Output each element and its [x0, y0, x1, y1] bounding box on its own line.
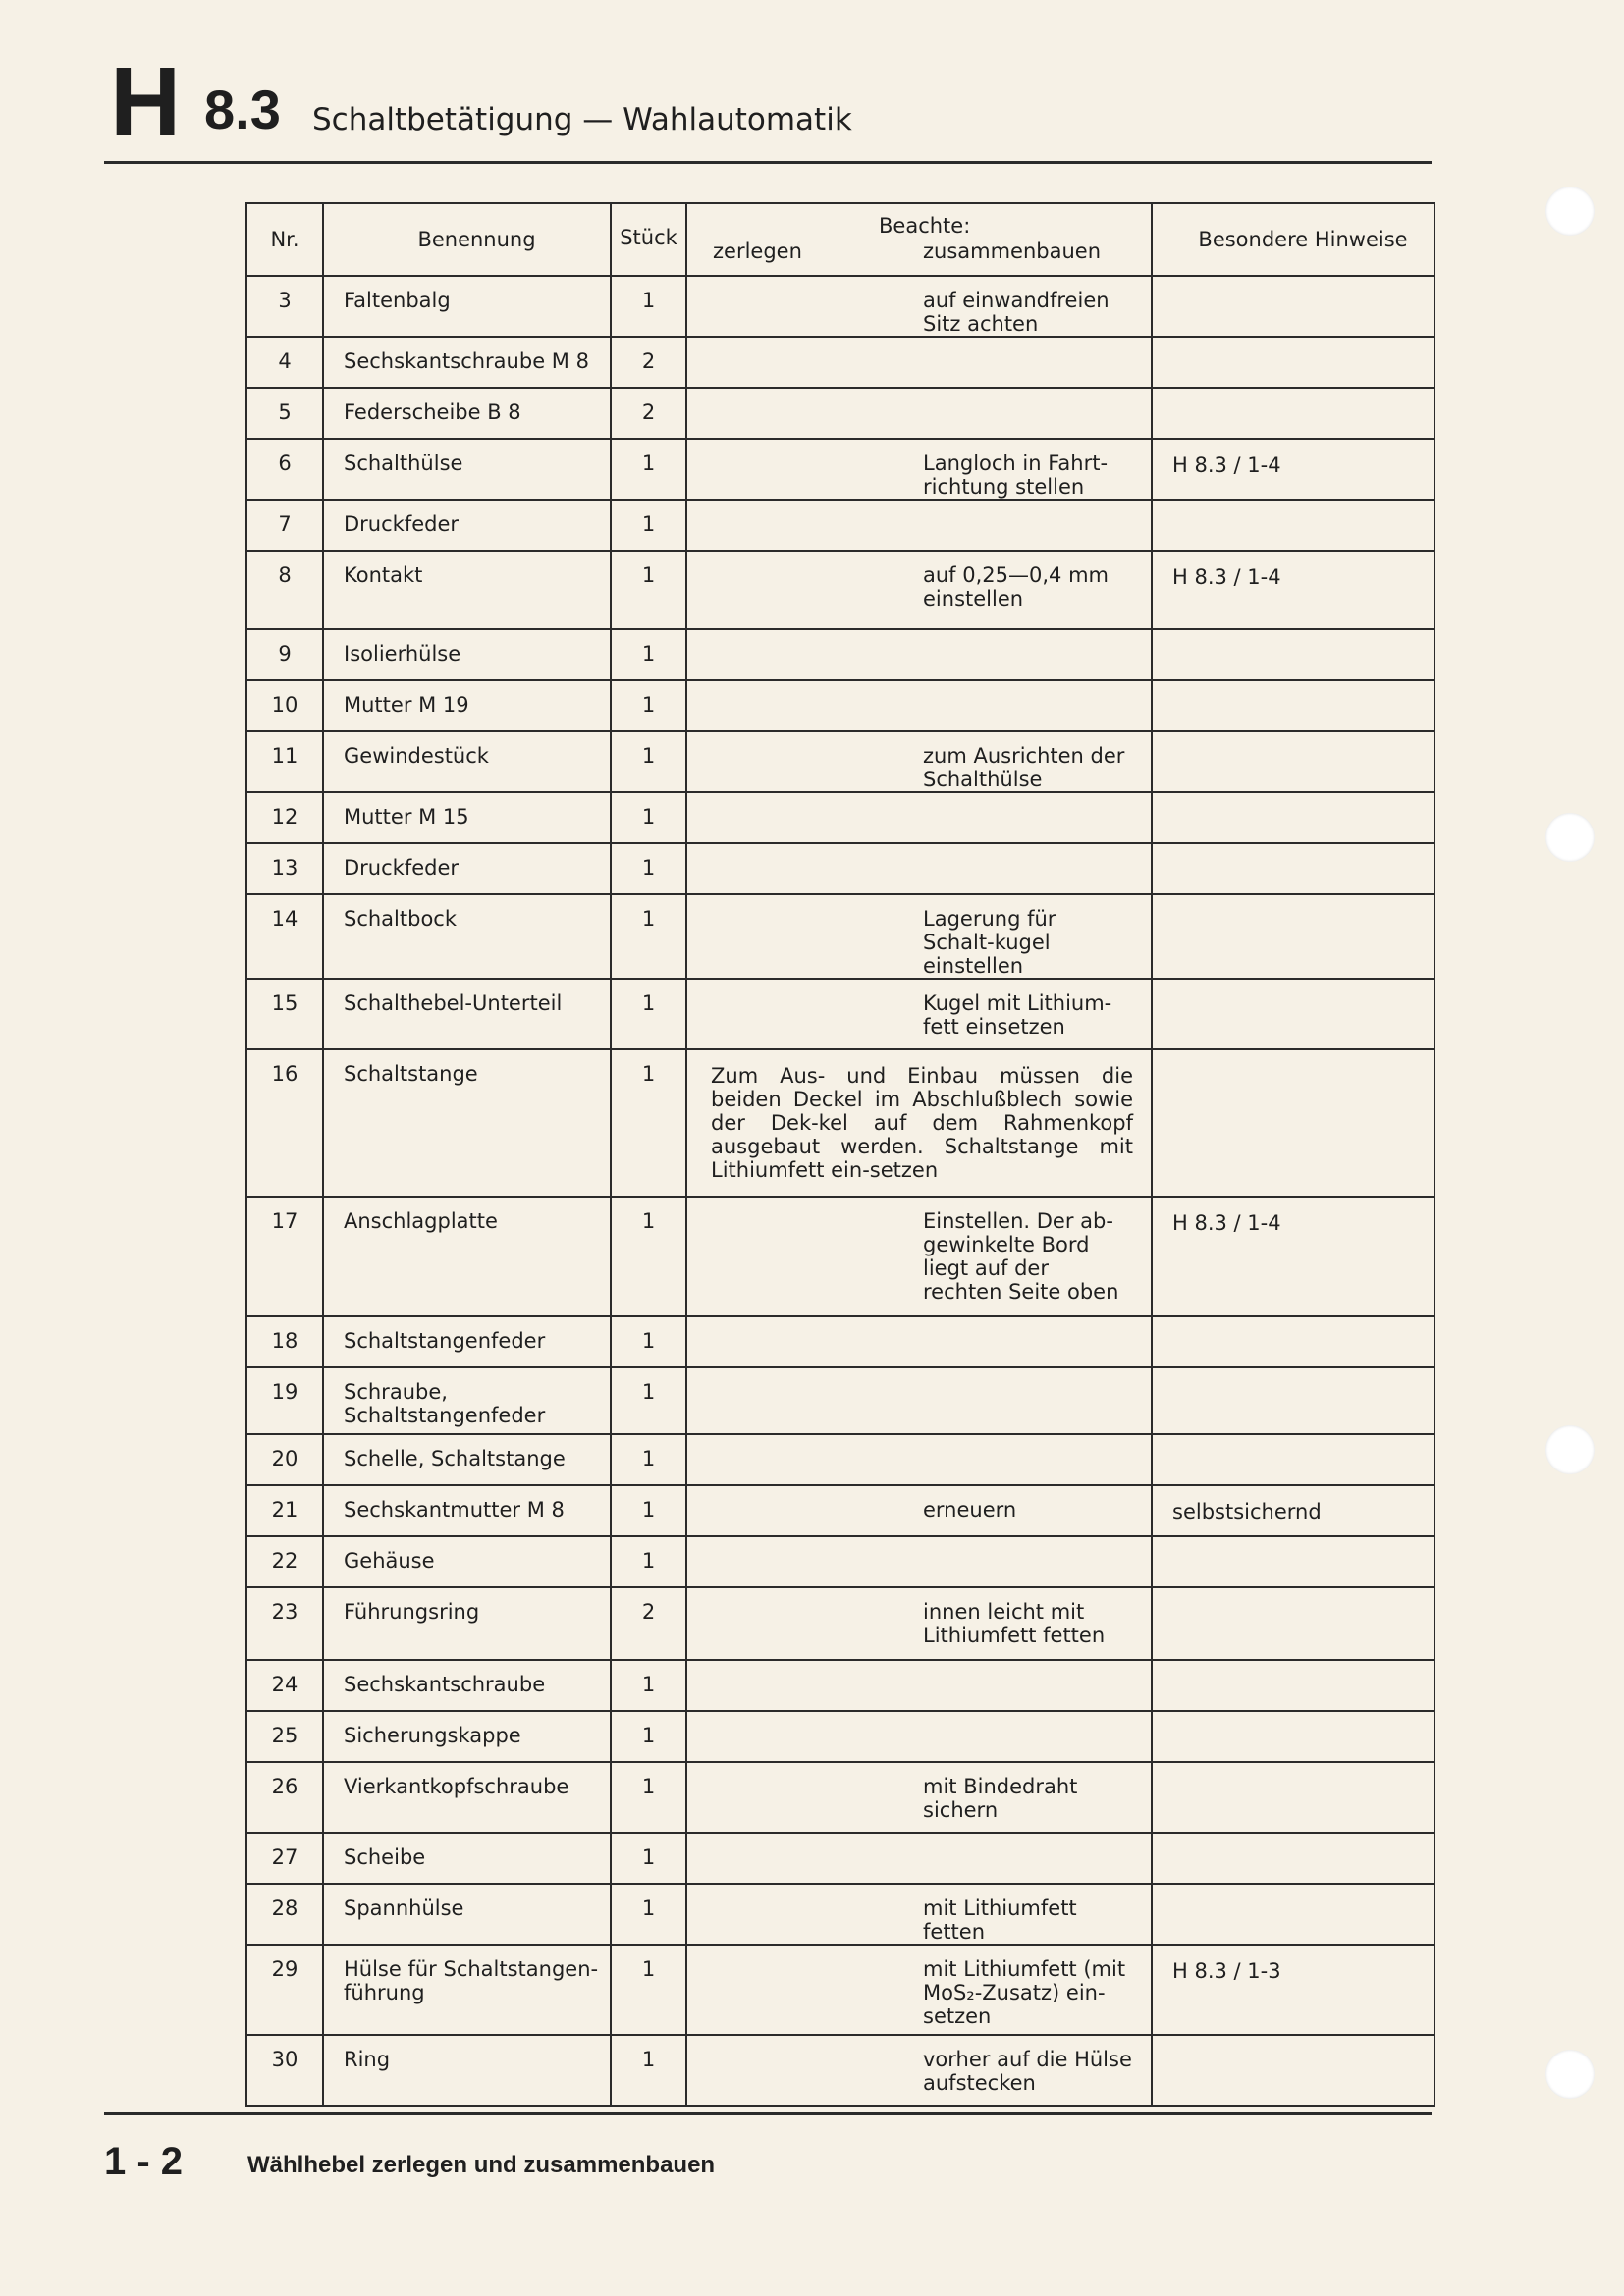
part-note: erneuern [686, 1485, 1152, 1536]
part-note: mit Bindedraht sichern [686, 1762, 1152, 1833]
table-row [246, 551, 1435, 629]
part-hint [1152, 337, 1435, 388]
part-number: 4 [246, 337, 323, 388]
table-row [246, 1434, 1435, 1485]
part-quantity: 1 [611, 1316, 686, 1367]
part-note [686, 1536, 1152, 1587]
part-note: auf einwandfreien Sitz achten [686, 276, 1152, 337]
table-header-row [246, 203, 1435, 276]
part-quantity: 1 [611, 1367, 686, 1434]
table-row [246, 276, 1435, 337]
part-quantity: 1 [611, 439, 686, 500]
part-quantity: 1 [611, 1197, 686, 1316]
table-row [246, 731, 1435, 792]
part-name: Mutter M 15 [323, 792, 611, 843]
table-row [246, 1197, 1435, 1316]
part-hint [1152, 843, 1435, 894]
footer-title: Wählhebel zerlegen und zusammenbauen [247, 2152, 716, 2178]
punch-hole [1545, 813, 1595, 862]
part-hint [1152, 1762, 1435, 1833]
part-name: Faltenbalg [323, 276, 611, 337]
zerlegen-label: zerlegen [713, 240, 802, 263]
part-note [686, 388, 1152, 439]
part-number: 29 [246, 1945, 323, 2035]
part-number: 6 [246, 439, 323, 500]
table-row [246, 1833, 1435, 1884]
part-hint: H 8.3 / 1-4 [1152, 439, 1435, 500]
part-note: auf 0,25—0,4 mm einstellen [686, 551, 1152, 629]
part-hint [1152, 1833, 1435, 1884]
part-number: 11 [246, 731, 323, 792]
part-hint [1152, 388, 1435, 439]
part-note: mit Lithiumfett fetten [686, 1884, 1152, 1945]
part-number: 8 [246, 551, 323, 629]
part-note [686, 1660, 1152, 1711]
table-row [246, 1762, 1435, 1833]
punch-hole [1545, 187, 1595, 236]
zusammenbauen-label: zusammenbauen [923, 240, 1102, 263]
table-row [246, 337, 1435, 388]
part-hint [1152, 1711, 1435, 1762]
part-name: Schaltbock [323, 894, 611, 979]
part-quantity: 2 [611, 1587, 686, 1660]
part-name: Sechskantmutter M 8 [323, 1485, 611, 1536]
part-note [686, 680, 1152, 731]
part-quantity: 1 [611, 979, 686, 1049]
part-name: Sechskantschraube M 8 [323, 337, 611, 388]
part-note [686, 500, 1152, 551]
part-quantity: 1 [611, 792, 686, 843]
part-number: 30 [246, 2035, 323, 2106]
part-quantity: 2 [611, 337, 686, 388]
table-row [246, 500, 1435, 551]
part-name: Schalthülse [323, 439, 611, 500]
part-note [686, 1367, 1152, 1434]
punch-hole [1545, 1425, 1595, 1474]
part-quantity: 1 [611, 1049, 686, 1197]
part-hint [1152, 1536, 1435, 1587]
part-hint [1152, 2035, 1435, 2106]
table-row [246, 2035, 1435, 2106]
part-note: zum Ausrichten der Schalthülse [686, 731, 1152, 792]
col-hinweise-header: Besondere Hinweise [1152, 203, 1435, 276]
part-hint: H 8.3 / 1-4 [1152, 551, 1435, 629]
part-note: Zum Aus- und Einbau müssen die beiden Deckel im Abschlußblech sowie der Dek-kel auf dem Rahmenkopf ausgebaut werden. Schaltstange mit Lithiumfett ein-setzen [686, 1049, 1152, 1197]
col-stueck-header: Stück [611, 203, 686, 276]
part-quantity: 1 [611, 1434, 686, 1485]
part-number: 27 [246, 1833, 323, 1884]
table-row [246, 1049, 1435, 1197]
part-name: Schelle, Schaltstange [323, 1434, 611, 1485]
part-hint: H 8.3 / 1-3 [1152, 1945, 1435, 2035]
part-hint [1152, 894, 1435, 979]
page-header [110, 47, 1430, 157]
part-name: Mutter M 19 [323, 680, 611, 731]
part-number: 28 [246, 1884, 323, 1945]
part-number: 10 [246, 680, 323, 731]
part-hint [1152, 792, 1435, 843]
part-number: 25 [246, 1711, 323, 1762]
part-note: Einstellen. Der ab-gewinkelte Bord liegt auf der rechten Seite oben [686, 1197, 1152, 1316]
part-quantity: 1 [611, 680, 686, 731]
part-number: 9 [246, 629, 323, 680]
part-number: 14 [246, 894, 323, 979]
beachte-label: Beachte: [879, 214, 971, 238]
page-title: Schaltbetätigung — Wahlautomatik [312, 102, 852, 137]
part-note [686, 792, 1152, 843]
part-number: 12 [246, 792, 323, 843]
part-note [686, 843, 1152, 894]
part-name: Druckfeder [323, 843, 611, 894]
part-name: Ring [323, 2035, 611, 2106]
table-row [246, 979, 1435, 1049]
part-hint [1152, 629, 1435, 680]
part-number: 3 [246, 276, 323, 337]
col-benennung-header: Benennung [323, 203, 611, 276]
part-quantity: 1 [611, 894, 686, 979]
part-note: Lagerung für Schalt-kugel einstellen [686, 894, 1152, 979]
part-note: mit Lithiumfett (mit MoS₂-Zusatz) ein-setzen [686, 1945, 1152, 2035]
table-row [246, 1711, 1435, 1762]
part-hint [1152, 1049, 1435, 1197]
part-number: 21 [246, 1485, 323, 1536]
table-row [246, 1884, 1435, 1945]
part-quantity: 1 [611, 1945, 686, 2035]
part-number: 5 [246, 388, 323, 439]
part-quantity: 1 [611, 1485, 686, 1536]
part-number: 18 [246, 1316, 323, 1367]
part-number: 17 [246, 1197, 323, 1316]
part-number: 16 [246, 1049, 323, 1197]
table-row [246, 1660, 1435, 1711]
part-quantity: 1 [611, 500, 686, 551]
part-note [686, 1316, 1152, 1367]
part-number: 15 [246, 979, 323, 1049]
part-hint: H 8.3 / 1-4 [1152, 1197, 1435, 1316]
part-note [686, 1434, 1152, 1485]
part-quantity: 1 [611, 1660, 686, 1711]
part-number: 20 [246, 1434, 323, 1485]
table-row [246, 1367, 1435, 1434]
part-name: Isolierhülse [323, 629, 611, 680]
part-name: Kontakt [323, 551, 611, 629]
table-row [246, 1536, 1435, 1587]
part-name: Schalthebel-Unterteil [323, 979, 611, 1049]
table-row [246, 1316, 1435, 1367]
part-quantity: 1 [611, 731, 686, 792]
part-name: Druckfeder [323, 500, 611, 551]
section-letter: H [110, 47, 180, 157]
part-note: Kugel mit Lithium-fett einsetzen [686, 979, 1152, 1049]
part-hint [1152, 731, 1435, 792]
part-name: Schaltstange [323, 1049, 611, 1197]
table-row [246, 1587, 1435, 1660]
part-hint [1152, 1316, 1435, 1367]
part-note: vorher auf die Hülse aufstecken [686, 2035, 1152, 2106]
part-quantity: 1 [611, 843, 686, 894]
part-hint [1152, 1367, 1435, 1434]
part-note: Langloch in Fahrt-richtung stellen [686, 439, 1152, 500]
parts-table [245, 202, 1435, 2107]
table-row [246, 680, 1435, 731]
part-quantity: 2 [611, 388, 686, 439]
part-name: Schaltstangenfeder [323, 1316, 611, 1367]
part-name: Schraube, Schaltstangenfeder [323, 1367, 611, 1434]
part-quantity: 1 [611, 551, 686, 629]
section-number: 8.3 [204, 79, 281, 140]
part-name: Federscheibe B 8 [323, 388, 611, 439]
part-number: 26 [246, 1762, 323, 1833]
part-hint [1152, 276, 1435, 337]
part-number: 23 [246, 1587, 323, 1660]
part-number: 19 [246, 1367, 323, 1434]
footer-rule [104, 2112, 1432, 2115]
part-hint [1152, 979, 1435, 1049]
part-hint [1152, 680, 1435, 731]
part-hint [1152, 500, 1435, 551]
table-row [246, 388, 1435, 439]
part-note [686, 337, 1152, 388]
part-name: Vierkantkopfschraube [323, 1762, 611, 1833]
part-name: Hülse für Schaltstangen-führung [323, 1945, 611, 2035]
part-hint [1152, 1587, 1435, 1660]
part-number: 13 [246, 843, 323, 894]
part-quantity: 1 [611, 629, 686, 680]
part-name: Scheibe [323, 1833, 611, 1884]
part-name: Sechskantschraube [323, 1660, 611, 1711]
part-quantity: 1 [611, 2035, 686, 2106]
part-name: Führungsring [323, 1587, 611, 1660]
header-rule [104, 161, 1432, 164]
col-beachte-header [686, 203, 1152, 276]
part-quantity: 1 [611, 1833, 686, 1884]
part-note [686, 629, 1152, 680]
table-row [246, 894, 1435, 979]
part-quantity: 1 [611, 1536, 686, 1587]
table-row [246, 792, 1435, 843]
table-row [246, 439, 1435, 500]
part-quantity: 1 [611, 1762, 686, 1833]
part-note [686, 1833, 1152, 1884]
part-number: 22 [246, 1536, 323, 1587]
part-hint [1152, 1660, 1435, 1711]
table-row [246, 1945, 1435, 2035]
table-row [246, 629, 1435, 680]
part-name: Anschlagplatte [323, 1197, 611, 1316]
table-row [246, 1485, 1435, 1536]
part-hint [1152, 1434, 1435, 1485]
col-nr-header: Nr. [246, 203, 323, 276]
part-hint: selbstsichernd [1152, 1485, 1435, 1536]
part-hint [1152, 1884, 1435, 1945]
part-name: Gehäuse [323, 1536, 611, 1587]
page-number: 1 - 2 [104, 2140, 184, 2183]
punch-hole [1545, 2050, 1595, 2099]
part-name: Gewindestück [323, 731, 611, 792]
part-quantity: 1 [611, 276, 686, 337]
table-row [246, 843, 1435, 894]
part-number: 7 [246, 500, 323, 551]
part-note: innen leicht mit Lithiumfett fetten [686, 1587, 1152, 1660]
part-quantity: 1 [611, 1711, 686, 1762]
part-name: Sicherungskappe [323, 1711, 611, 1762]
part-note [686, 1711, 1152, 1762]
part-quantity: 1 [611, 1884, 686, 1945]
part-number: 24 [246, 1660, 323, 1711]
part-name: Spannhülse [323, 1884, 611, 1945]
